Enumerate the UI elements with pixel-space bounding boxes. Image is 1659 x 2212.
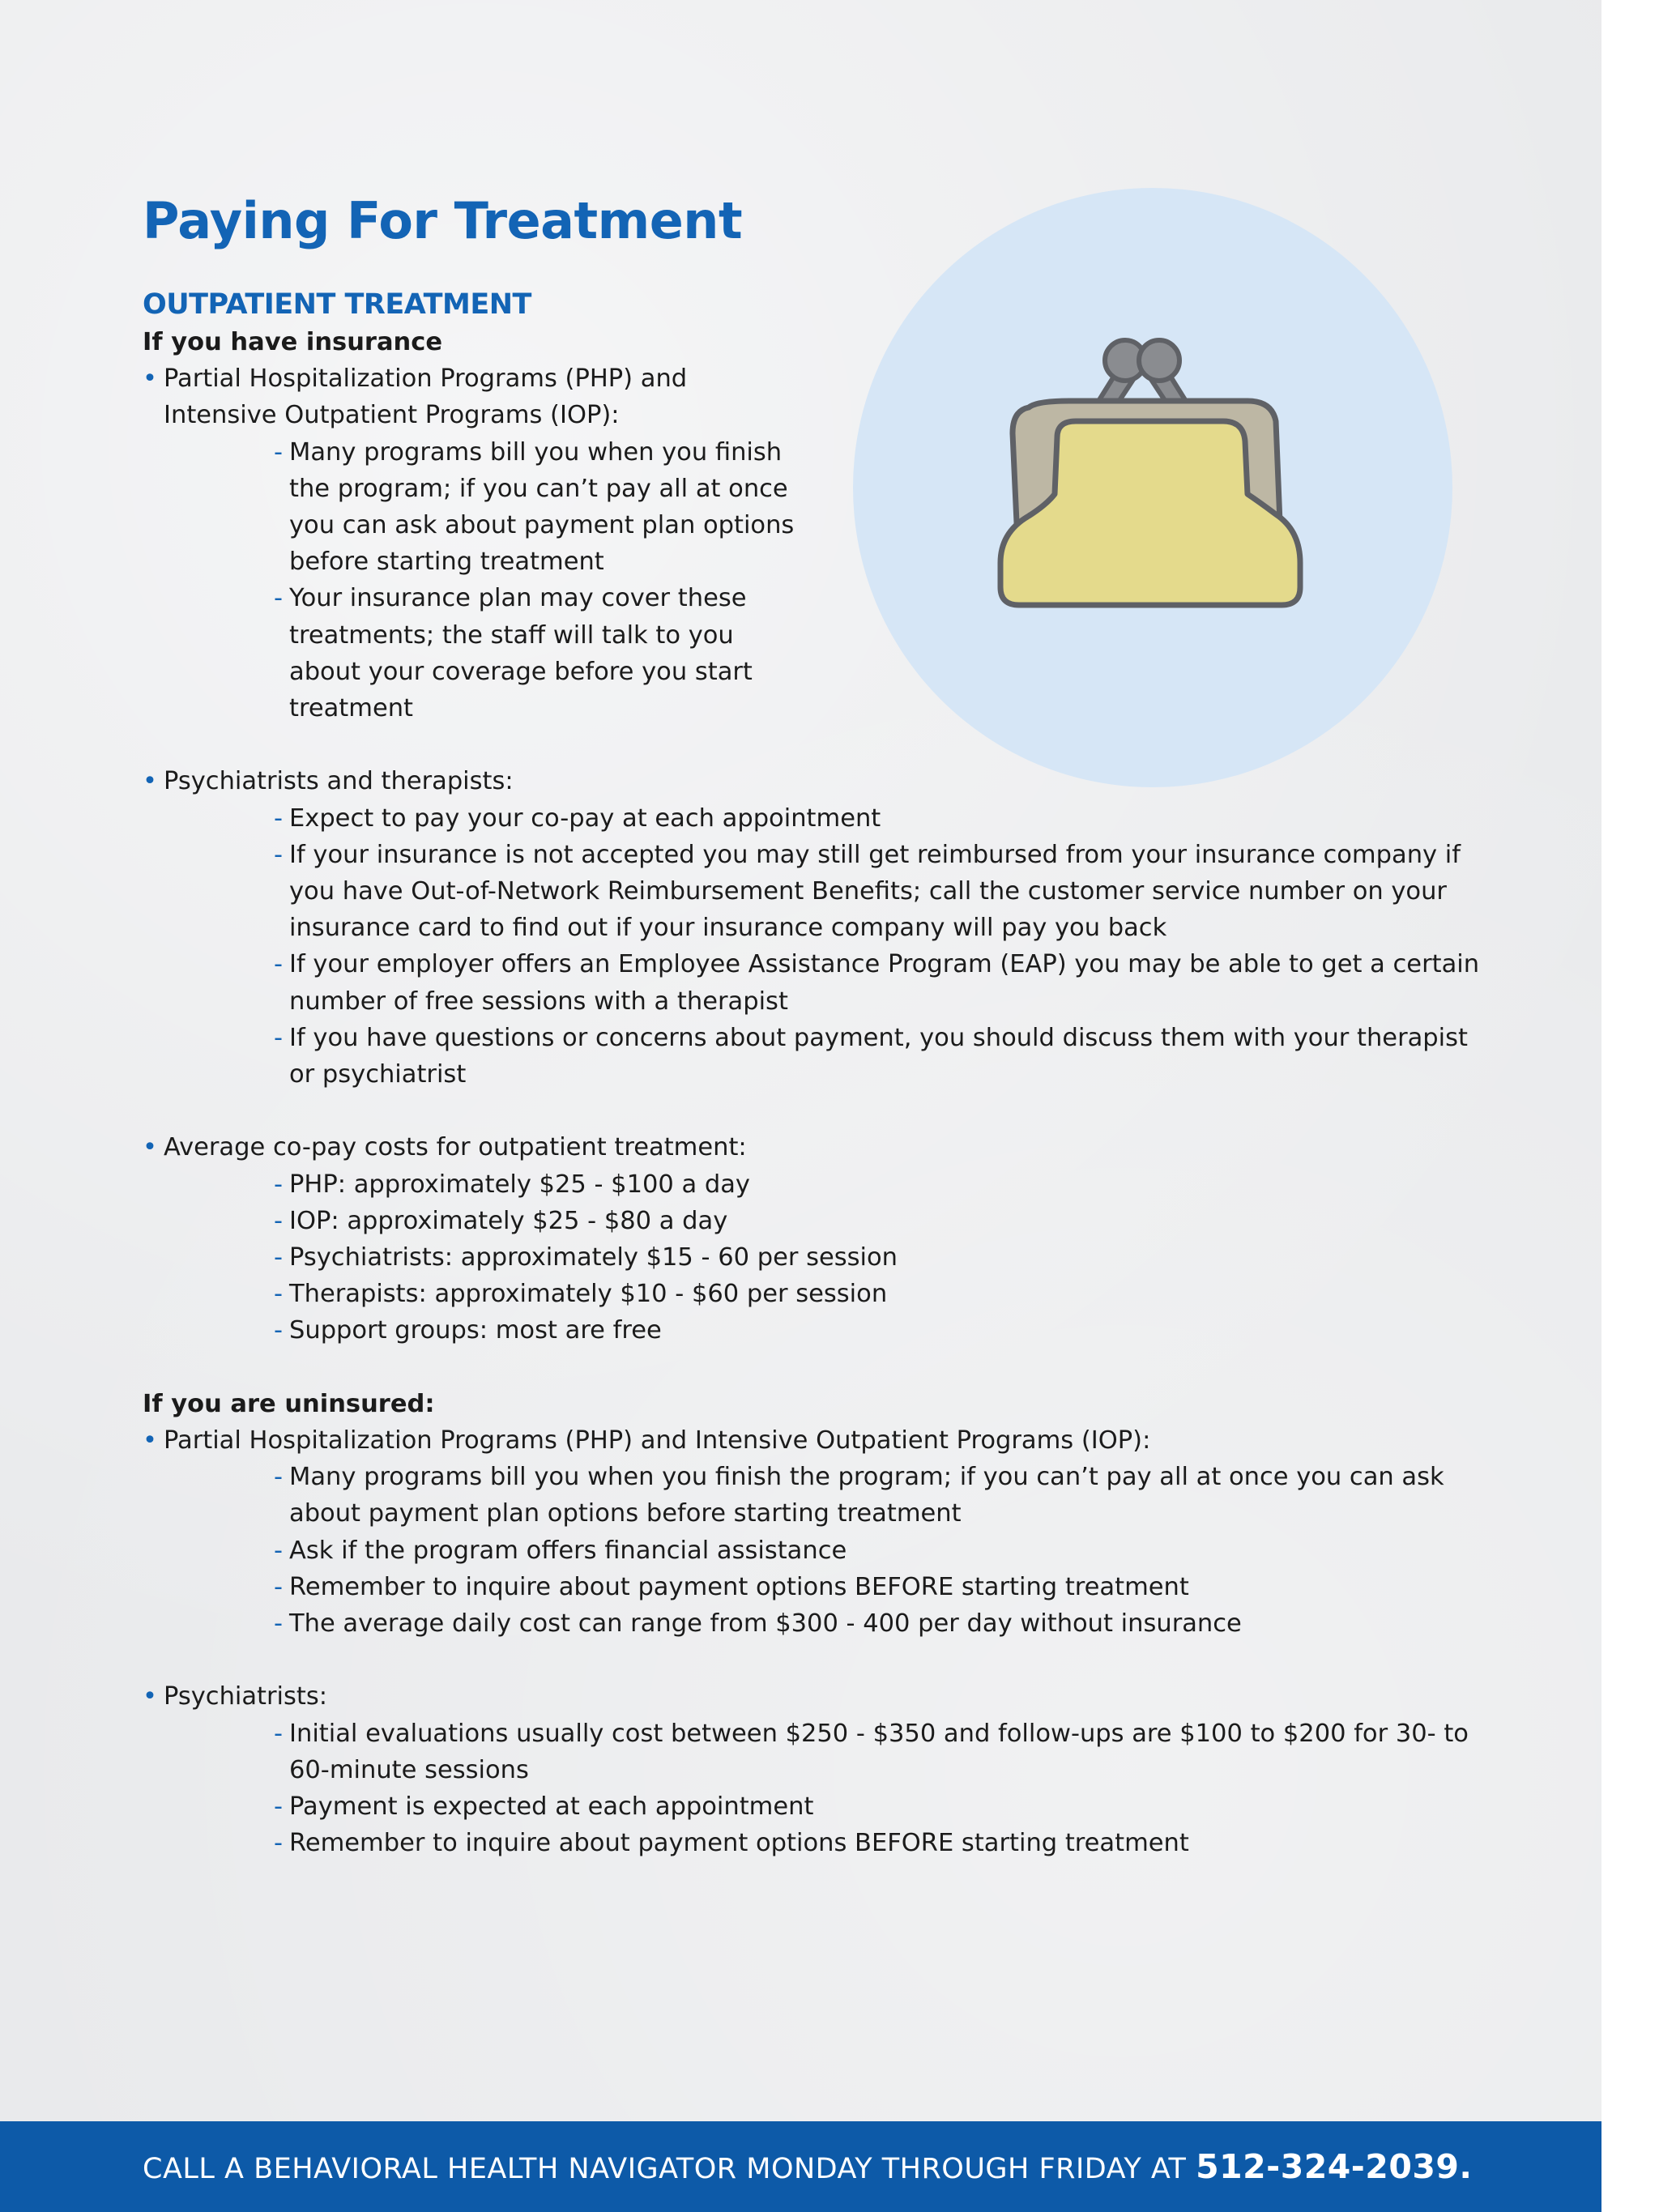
dash-marker: - xyxy=(274,1170,284,1199)
bullet-label: Partial Hospitalization Programs (PHP) and Intensive Outpatient Programs (IOP): xyxy=(164,1426,1151,1455)
sub-list xyxy=(164,1459,1487,1642)
list-item xyxy=(274,580,1487,727)
insured-psychiatrists-therapists xyxy=(143,763,1487,1093)
page-margin xyxy=(1601,0,1659,2212)
list-item-text: Ask if the program offers financial assistance xyxy=(289,1536,847,1565)
sub-list xyxy=(164,434,1487,727)
dash-marker: - xyxy=(274,1536,284,1565)
sub-list xyxy=(164,800,1487,1093)
list-item xyxy=(274,800,1487,837)
bullet-marker: • xyxy=(143,1682,157,1711)
dash-marker: - xyxy=(274,803,284,833)
list-item-text: Your insurance plan may cover these treatments; the staff will talk to you about your coverage before you start treatment xyxy=(289,584,753,723)
bullet-marker: • xyxy=(143,767,157,796)
insured-php-iop xyxy=(143,360,1487,727)
list-item xyxy=(274,1020,1487,1093)
dash-marker: - xyxy=(274,840,284,869)
list-item-text: PHP: approximately $25 - $100 a day xyxy=(289,1170,750,1199)
dash-marker: - xyxy=(274,1243,284,1272)
list-item-text: Therapists: approximately $10 - $60 per session xyxy=(289,1280,888,1309)
bullet-label: Partial Hospitalization Programs (PHP) and Intensive Outpatient Programs (IOP): xyxy=(164,364,688,430)
list-item-text: The average daily cost can range from $300 - 400 per day without insurance xyxy=(289,1609,1242,1639)
list-item xyxy=(274,837,1487,947)
dash-marker: - xyxy=(274,1572,284,1601)
dash-marker: - xyxy=(274,1719,284,1748)
uninsured-php-iop xyxy=(143,1422,1487,1642)
bullet-label: Average co-pay costs for outpatient treatment: xyxy=(164,1133,747,1162)
list-item-text: IOP: approximately $25 - $80 a day xyxy=(289,1206,728,1235)
list-item xyxy=(274,1569,1487,1605)
footer-text xyxy=(143,2121,1472,2212)
list-item-text: Many programs bill you when you finish the program; if you can’t pay all at once you can ask about payment plan options before starting treatment xyxy=(289,437,795,577)
list-item xyxy=(274,1276,1487,1312)
list-item xyxy=(274,1312,1487,1349)
footer-banner xyxy=(0,2121,1601,2212)
dash-marker: - xyxy=(274,437,284,467)
dash-marker: - xyxy=(274,1316,284,1345)
section-heading: OUTPATIENT TREATMENT xyxy=(143,288,531,321)
list-item xyxy=(274,1532,1487,1569)
uninsured-list xyxy=(143,1422,1487,1861)
uninsured-psychiatrists xyxy=(143,1678,1487,1861)
dash-marker: - xyxy=(274,1280,284,1309)
list-item-text: If your employer offers an Employee Assistance Program (EAP) you may be able to get a certain number of free sessions with a therapist xyxy=(289,950,1480,1016)
dash-marker: - xyxy=(274,950,284,979)
footer-callout: CALL A BEHAVIORAL HEALTH NAVIGATOR MONDAY THROUGH FRIDAY AT xyxy=(143,2153,1187,2185)
insured-heading: If you have insurance xyxy=(143,328,443,356)
document-body xyxy=(143,324,1487,1861)
list-item xyxy=(274,1166,1487,1203)
page-title: Paying For Treatment xyxy=(143,191,743,250)
list-item-text: Many programs bill you when you finish the program; if you can’t pay all at once you can ask about payment plan options before starting treatment xyxy=(289,1463,1444,1528)
list-item xyxy=(274,1715,1487,1788)
dash-marker: - xyxy=(274,1609,284,1639)
bullet-marker: • xyxy=(143,364,157,394)
dash-marker: - xyxy=(274,1792,284,1822)
phone-number[interactable]: 512-324-2039. xyxy=(1196,2147,1473,2186)
insured-copay-costs xyxy=(143,1129,1487,1349)
list-item xyxy=(274,1825,1487,1861)
list-item-text: Remember to inquire about payment options BEFORE starting treatment xyxy=(289,1829,1189,1858)
sub-list xyxy=(164,1166,1487,1349)
bullet-marker: • xyxy=(143,1426,157,1455)
list-item xyxy=(274,1203,1487,1239)
list-item xyxy=(274,946,1487,1019)
dash-marker: - xyxy=(274,1023,284,1052)
list-item xyxy=(274,434,1487,581)
list-item-text: Expect to pay your co-pay at each appointment xyxy=(289,803,881,833)
uninsured-heading: If you are uninsured: xyxy=(143,1389,435,1418)
list-item xyxy=(274,1239,1487,1276)
list-item-text: Payment is expected at each appointment xyxy=(289,1792,814,1822)
list-item-text: If you have questions or concerns about payment, you should discuss them with your therapist or psychiatrist xyxy=(289,1023,1468,1089)
list-item xyxy=(274,1605,1487,1642)
dash-marker: - xyxy=(274,1463,284,1492)
bullet-label: Psychiatrists: xyxy=(164,1682,328,1711)
dash-marker: - xyxy=(274,1829,284,1858)
list-item-text: Psychiatrists: approximately $15 - 60 per session xyxy=(289,1243,898,1272)
dash-marker: - xyxy=(274,1206,284,1235)
list-item-text: Remember to inquire about payment options BEFORE starting treatment xyxy=(289,1572,1189,1601)
list-item xyxy=(274,1788,1487,1825)
sub-list xyxy=(164,1715,1487,1862)
bullet-marker: • xyxy=(143,1133,157,1162)
insured-list xyxy=(143,360,1487,1349)
list-item-text: Initial evaluations usually cost between $250 - $350 and follow-ups are $100 to $200 for 30- to 60-minute sessions xyxy=(289,1719,1469,1784)
list-item-text: If your insurance is not accepted you may still get reimbursed from your insurance company if you have Out-of-Network Reimbursement Benefits; call the customer service number on your insurance card to find out if your insurance company will pay you back xyxy=(289,840,1461,943)
dash-marker: - xyxy=(274,584,284,613)
list-item xyxy=(274,1459,1487,1532)
bullet-label: Psychiatrists and therapists: xyxy=(164,767,514,796)
list-item-text: Support groups: most are free xyxy=(289,1316,662,1345)
